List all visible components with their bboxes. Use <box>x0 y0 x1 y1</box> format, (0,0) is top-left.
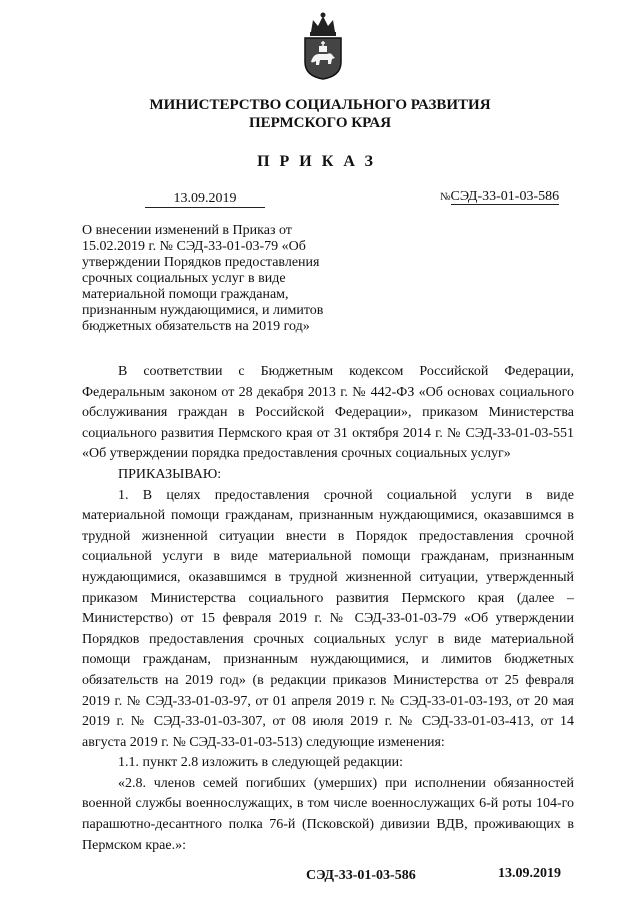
ministry-name-line2: ПЕРМСКОГО КРАЯ <box>248 115 392 131</box>
document-number <box>440 188 559 206</box>
footer-document-date: 13.09.2019 <box>498 866 561 881</box>
coat-of-arms-icon <box>301 10 345 80</box>
number-sign: № <box>440 191 451 203</box>
preamble-paragraph: В соответствии с Бюджетным кодексом Российской Федерации, Федеральным законом от 28 декабря 2013 г. № 442-ФЗ «Об основах социального обслуживания граждан в Российской Федерации», приказом Министерства социального развития Пермского края от 31 октября 2014 г. № СЭД-33-01-03-551 «Об утверждении порядка предоставления срочных социальных услуг» <box>82 364 574 462</box>
document-date: 13.09.2019 <box>145 190 265 208</box>
document-body <box>82 362 574 856</box>
order-word: ПРИКАЗЫВАЮ: <box>118 466 222 482</box>
footer-document-number: СЭД-33-01-03-586 <box>306 868 416 883</box>
document-type-title: ПРИКАЗ <box>257 153 383 170</box>
document-subject: О внесении изменений в Приказ от 15.02.2019 г. № СЭД-33-01-03-79 «Об утверждении Порядков предоставления срочных социальных услуг в виде материальной помощи гражданам, признанным нуждающимися, и лимитов бюджетных обязательств на 2019 год» <box>82 223 324 334</box>
item-1-1-paragraph: 1.1. пункт 2.8 изложить в следующей редакции: <box>118 755 403 771</box>
document-number-value: СЭД-33-01-03-586 <box>450 189 560 204</box>
item-1-paragraph: 1. В целях предоставления срочной социальной услуги в виде материальной помощи гражданам, признанным нуждающимися, оказавшимся в трудной жизненной ситуации внести в Порядок предоставления срочной социальной услуги в виде материальной помощи гражданам, признанным нуждающимися, оказавшимся в трудной жизненной ситуации, утвержденный приказом Министерства социального развития Пермского края (далее – Министерство) от 15 февраля 2019 г. № СЭД-33-01-03-79 «Об утверждении Порядков предоставления срочных социальных услуг в виде материальной помощи гражданам, признанным нуждающимися, и лимитов бюджетных обязательств на 2019 год» (в редакции приказов Министерства от 25 февраля 2019 г. № СЭД-33-01-03-97, от 01 апреля 2019 г. № СЭД-33-01-03-193, от 20 мая 2019 г. № СЭД-33-01-03-307, от 08 июля 2019 г. № СЭД-33-01-03-413, от 14 августа 2019 г. № СЭД-33-01-03-513) следующие изменения: <box>82 487 574 750</box>
ministry-name-line1: МИНИСТЕРСТВО СОЦИАЛЬНОГО РАЗВИТИЯ <box>149 97 491 113</box>
item-2-8-paragraph: «2.8. членов семей погибших (умерших) при исполнении обязанностей военной службы военнослужащих, в том числе военнослужащих 6-й роты 104-го парашютно-десантного полка 76-й (Псковской) дивизии ВДВ, проживающих в Пермском крае.»: <box>82 775 574 853</box>
